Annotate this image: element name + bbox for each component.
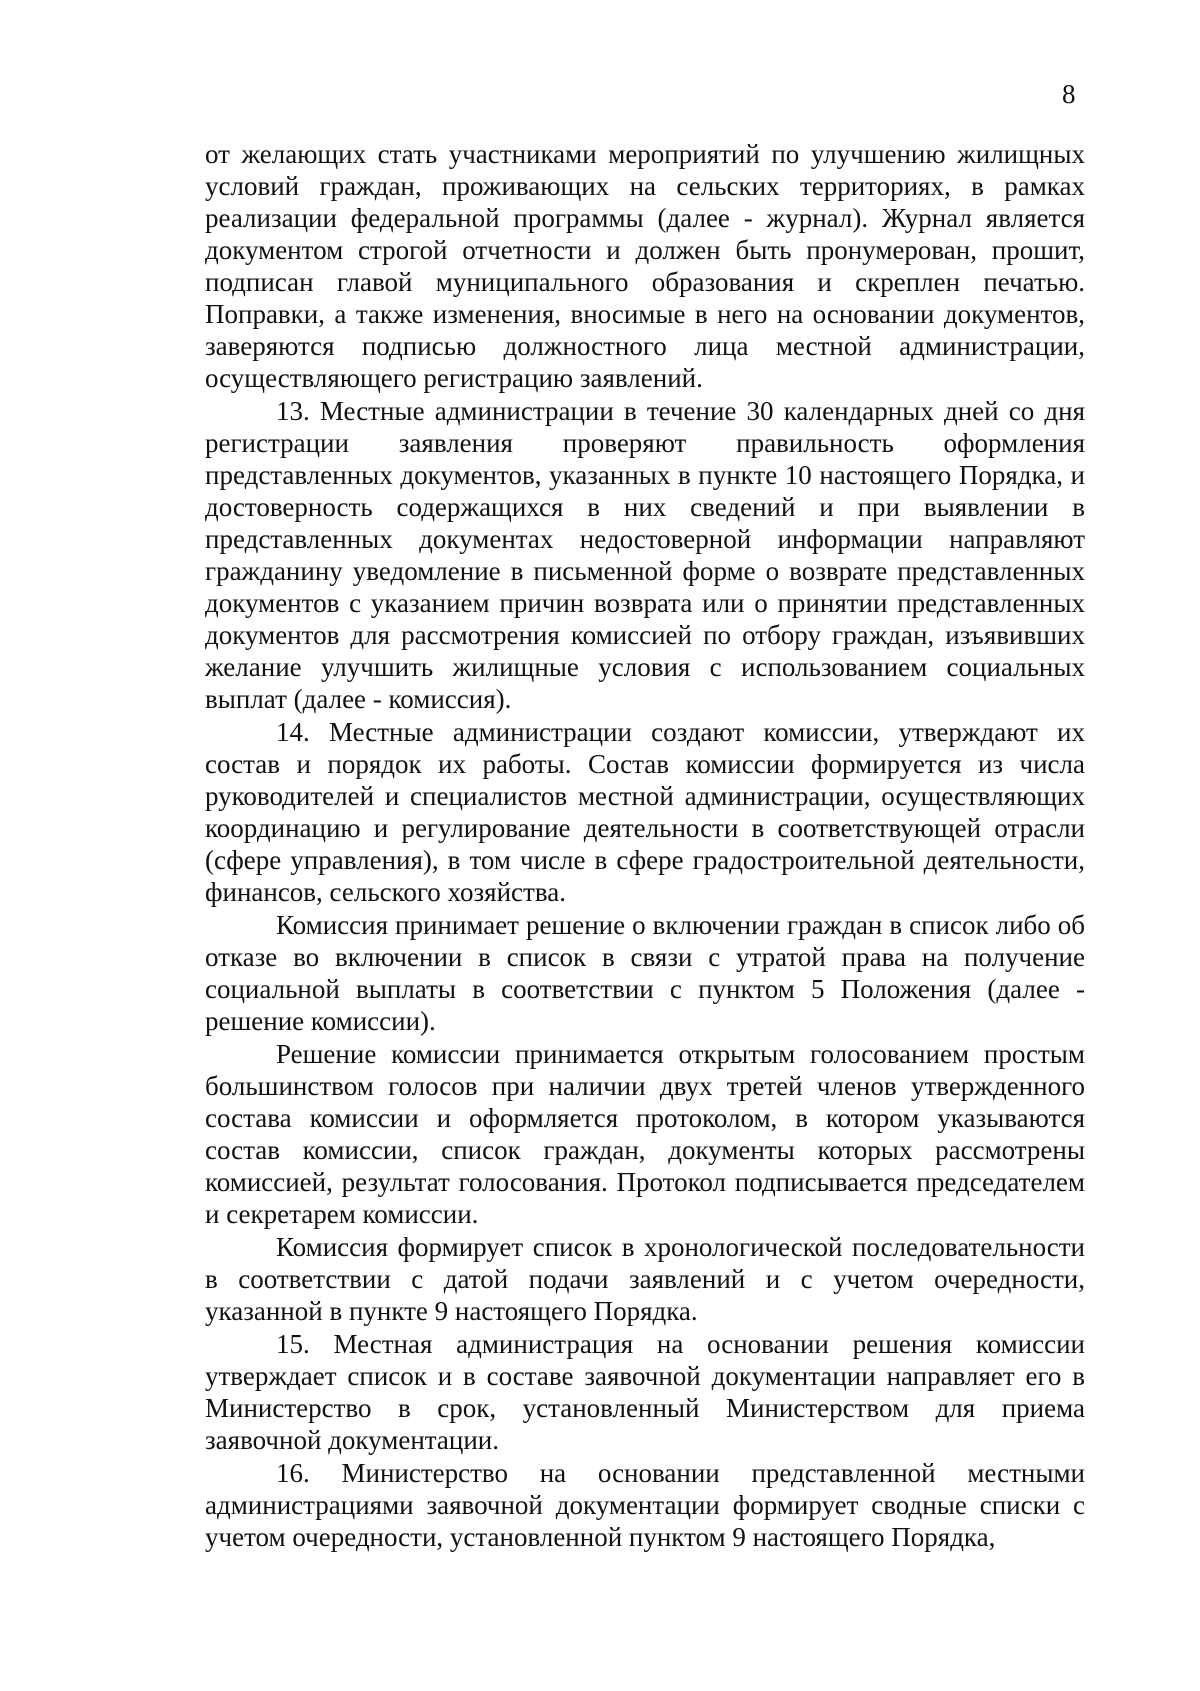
paragraph-item-15: 15. Местная администрация на основании решения комиссии утверждает список и в составе заявочной документации направляет его в Министерство в срок, установленный Министерством для приема заявочной документации. (205, 1329, 1085, 1455)
paragraph-commission-decision: Комиссия принимает решение о включении граждан в список либо об отказе во включении в список в связи с утратой права на получение социальной выплаты в соответствии с пунктом 5 Положения (далее - решение комиссии). (205, 910, 1085, 1036)
page-number: 8 (1062, 79, 1076, 109)
paragraph-voting: Решение комиссии принимается открытым голосованием простым большинством голосов при наличии двух третей членов утвержденного состава комиссии и оформляется протоколом, в котором указываются состав комиссии, список граждан, документы которых рассмотрены комиссией, результат голосования. Протокол подписывается председателем и секретарем комиссии. (205, 1039, 1085, 1229)
paragraph-journal-continuation: от желающих стать участниками мероприятий по улучшению жилищных условий граждан, проживающих на сельских территориях, в рамках реализации федеральной программы (далее - журнал). Журнал является документом строгой отчетности и должен быть пронумерован, прошит, подписан главой муниципального образования и скреплен печатью. Поправки, а также изменения, вносимые в него на основании документов, заверяются подписью должностного лица местной администрации, осуществляющего регистрацию заявлений. (205, 139, 1085, 393)
document-body (205, 138, 1085, 1554)
paragraph-list-order: Комиссия формирует список в хронологической последовательности в соответствии с датой подачи заявлений и с учетом очередности, указанной в пункте 9 настоящего Порядка. (205, 1232, 1085, 1326)
paragraph-item-13: 13. Местные администрации в течение 30 календарных дней со дня регистрации заявления проверяют правильность оформления представленных документов, указанных в пункте 10 настоящего Порядка, и достоверность содержащихся в них сведений и при выявлении в представленных документах недостоверной информации направляют гражданину уведомление в письменной форме о возврате представленных документов с указанием причин возврата или о принятии представленных документов для рассмотрения комиссией по отбору граждан, изъявивших желание улучшить жилищные условия с использованием социальных выплат (далее - комиссия). (205, 396, 1085, 714)
paragraph-item-14: 14. Местные администрации создают комиссии, утверждают их состав и порядок их работы. Состав комиссии формируется из числа руководителей и специалистов местной администрации, осуществляющих координацию и регулирование деятельности в соответствующей отрасли (сфере управления), в том числе в сфере градостроительной деятельности, финансов, сельского хозяйства. (205, 717, 1085, 907)
paragraph-item-16: 16. Министерство на основании представленной местными администрациями заявочной документации формирует сводные списки с учетом очередности, установленной пунктом 9 настоящего Порядка, (205, 1458, 1085, 1552)
